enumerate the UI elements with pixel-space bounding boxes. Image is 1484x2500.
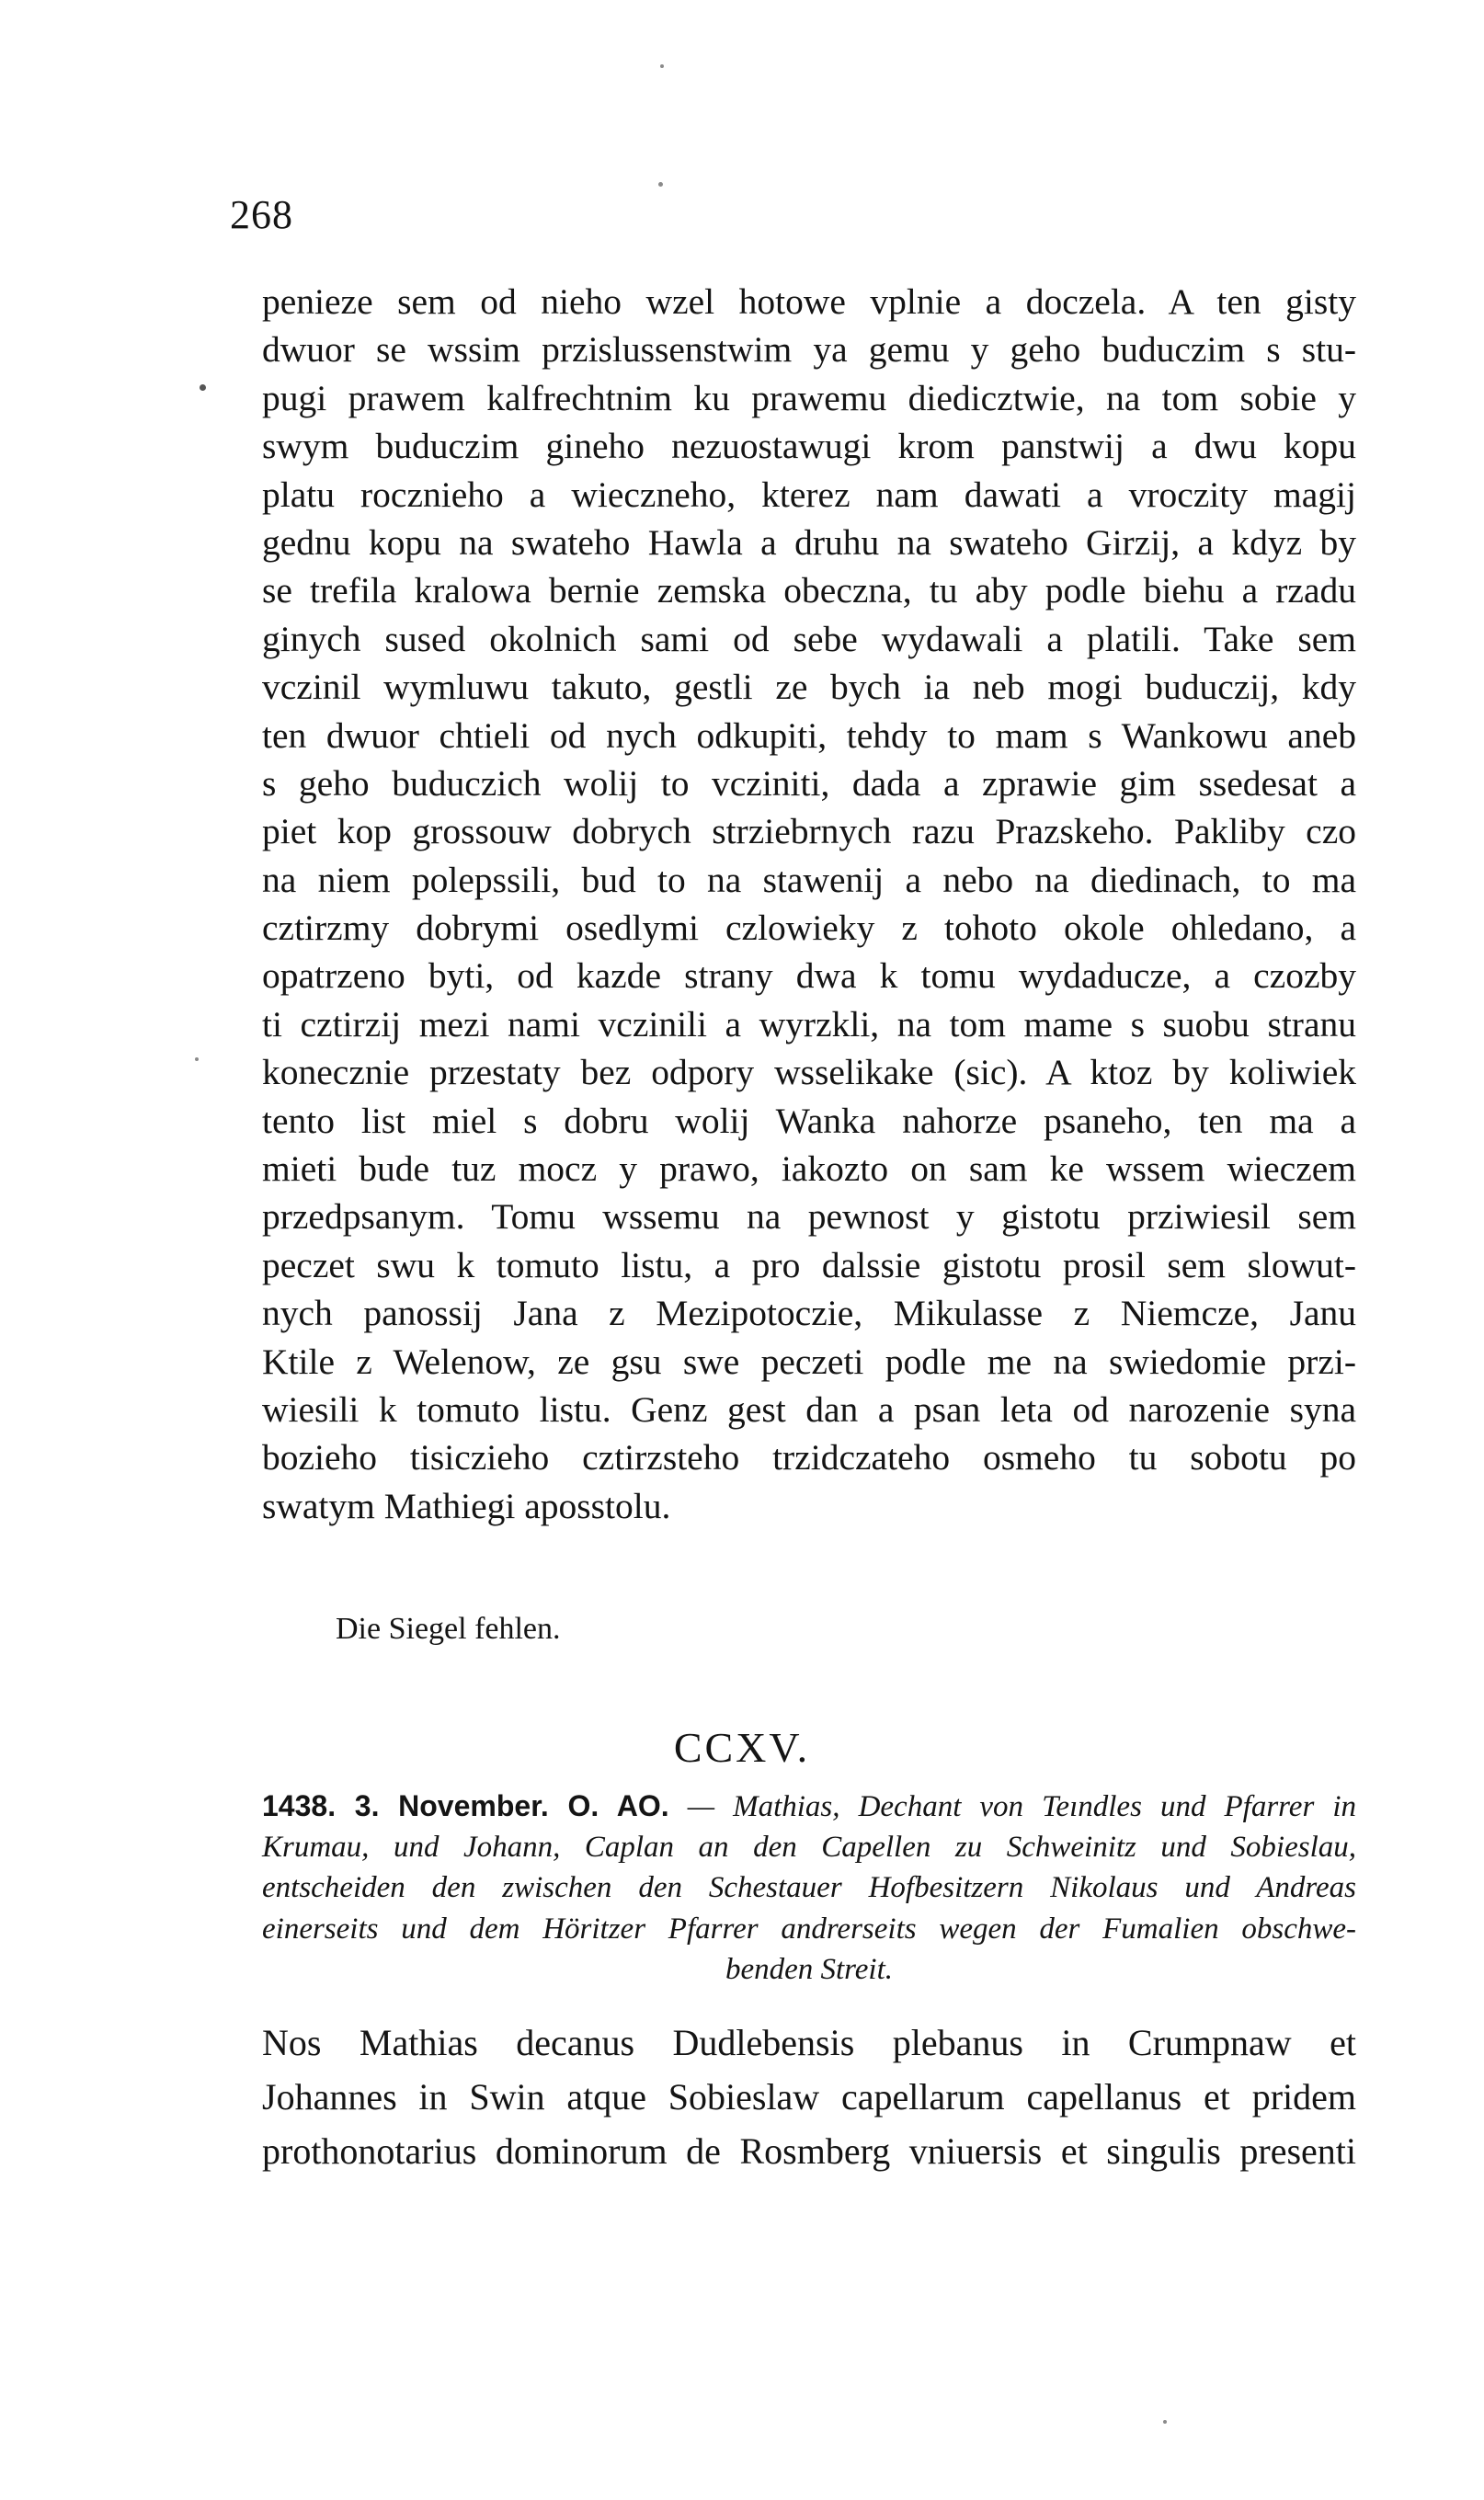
regest-date: 1438. 3. November. O. AO. bbox=[262, 1789, 669, 1822]
text-line: swym buduczim gineho nezuostawugi krom panstwij a dwu kopu bbox=[262, 426, 1356, 467]
text-line: Johannes in Swin atque Sobieslaw capellarum capellanus et pridem bbox=[262, 2076, 1356, 2118]
scan-speck bbox=[658, 182, 663, 187]
text-line: opatrzeno byti, od kazde strany dwa k tomu wydaducze, a czozby bbox=[262, 955, 1356, 997]
text-line: na niem polepssili, bud to na stawenij a nebo na diedinach, to ma bbox=[262, 859, 1356, 900]
regest-line: benden Streit. bbox=[725, 1953, 894, 1987]
scan-speck bbox=[195, 1057, 199, 1061]
seal-note: Die Siegel fehlen. bbox=[336, 1612, 561, 1646]
text-line: wiesili k tomuto listu. Genz gest dan a psan leta od narozenie syna bbox=[262, 1388, 1356, 1430]
charter-text bbox=[262, 278, 1356, 1530]
charter-text-continued bbox=[262, 2015, 1356, 2178]
text-line: prothonotarius dominorum de Rosmberg vniuersis et singulis presenti bbox=[262, 2130, 1356, 2172]
regest-line bbox=[262, 1786, 1356, 1827]
text-line: ginych sused okolnich sami od sebe wydawali a platili. Take sem bbox=[262, 618, 1356, 659]
text-line: cztirzmy dobrymi osedlymi czlowieky z tohoto okole ohledano, a bbox=[262, 908, 1356, 949]
text-line: Nos Mathias decanus Dudlebensis plebanus in Crumpnaw et bbox=[262, 2022, 1356, 2063]
text-line: s geho buduczich wolij to vcziniti, dada a zprawie gim ssedesat a bbox=[262, 762, 1356, 804]
text-line: platu rocznieho a wieczneho, kterez nam dawati a vroczity magij bbox=[262, 474, 1356, 515]
scan-speck bbox=[660, 64, 664, 68]
scan-speck bbox=[1163, 2420, 1167, 2424]
text-line: gednu kopu na swateho Hawla a druhu na swateho Girzij, a kdyz by bbox=[262, 521, 1356, 563]
text-line: tento list miel s dobru wolij Wanka nahorze psaneho, ten ma a bbox=[262, 1100, 1356, 1141]
text-line: Ktile z Welenow, ze gsu swe peczeti podle me na swiedomie przi- bbox=[262, 1341, 1356, 1382]
text-line: piet kop grossouw dobrych strziebrnych razu Prazskeho. Pakliby czo bbox=[262, 811, 1356, 852]
page-number: 268 bbox=[230, 192, 293, 237]
text-line: ti cztirzij mezi nami vczinili a wyrzkli, na tom mame s suobu stranu bbox=[262, 1003, 1356, 1045]
text-line: ten dwuor chtieli od nych odkupiti, tehdy to mam s Wankowu aneb bbox=[262, 714, 1356, 756]
text-line: vczinil wymluwu takuto, gestli ze bych ia neb mogi buduczij, kdy bbox=[262, 667, 1356, 708]
regest-summary bbox=[262, 1786, 1356, 1991]
text-line: przedpsanym. Tomu wssemu na pewnost y gistotu prziwiesil sem bbox=[262, 1196, 1356, 1238]
text-line: mieti bude tuz mocz y prawo, iakozto on sam ke wssem wieczem bbox=[262, 1148, 1356, 1190]
text-line: nych panossij Jana z Mezipotoczie, Mikulasse z Niemcze, Janu bbox=[262, 1293, 1356, 1334]
regest-line: entscheiden den zwischen den Schestauer Hofbesitzern Nikolaus und Andreas bbox=[262, 1871, 1356, 1905]
text-line: penieze sem od nieho wzel hotowe vplnie a doczela. A ten gisty bbox=[262, 281, 1356, 322]
text-line: peczet swu k tomuto listu, a pro dalssie gistotu prosil sem slowut- bbox=[262, 1244, 1356, 1285]
regest-line: einerseits und dem Höritzer Pfarrer andrerseits wegen der Fumalien obschwe- bbox=[262, 1912, 1356, 1946]
regest-line-text: — Mathias, Dechant von Teındles und Pfarrer in bbox=[687, 1790, 1357, 1823]
document-number: CCXV. bbox=[673, 1724, 811, 1771]
text-line: konecznie przestaty bez odpory wsselikake (sic). A ktoz by koliwiek bbox=[262, 1052, 1356, 1093]
text-line: pugi prawem kalfrechtnim ku prawemu diedicztwie, na tom sobie y bbox=[262, 377, 1356, 418]
text-line: se trefila kralowa bernie zemska obeczna, tu aby podle biehu a rzadu bbox=[262, 570, 1356, 611]
text-line: dwuor se wssim przislussenstwim ya gemu y geho buduczim s stu- bbox=[262, 329, 1356, 371]
text-line: bozieho tisiczieho cztirzsteho trzidczateho osmeho tu sobotu po bbox=[262, 1437, 1356, 1478]
text-line: swatym Mathiegi aposstolu. bbox=[262, 1485, 671, 1526]
scan-speck bbox=[200, 384, 206, 391]
regest-line: Krumau, und Johann, Caplan an den Capellen zu Schweinitz und Sobieslau, bbox=[262, 1830, 1356, 1864]
